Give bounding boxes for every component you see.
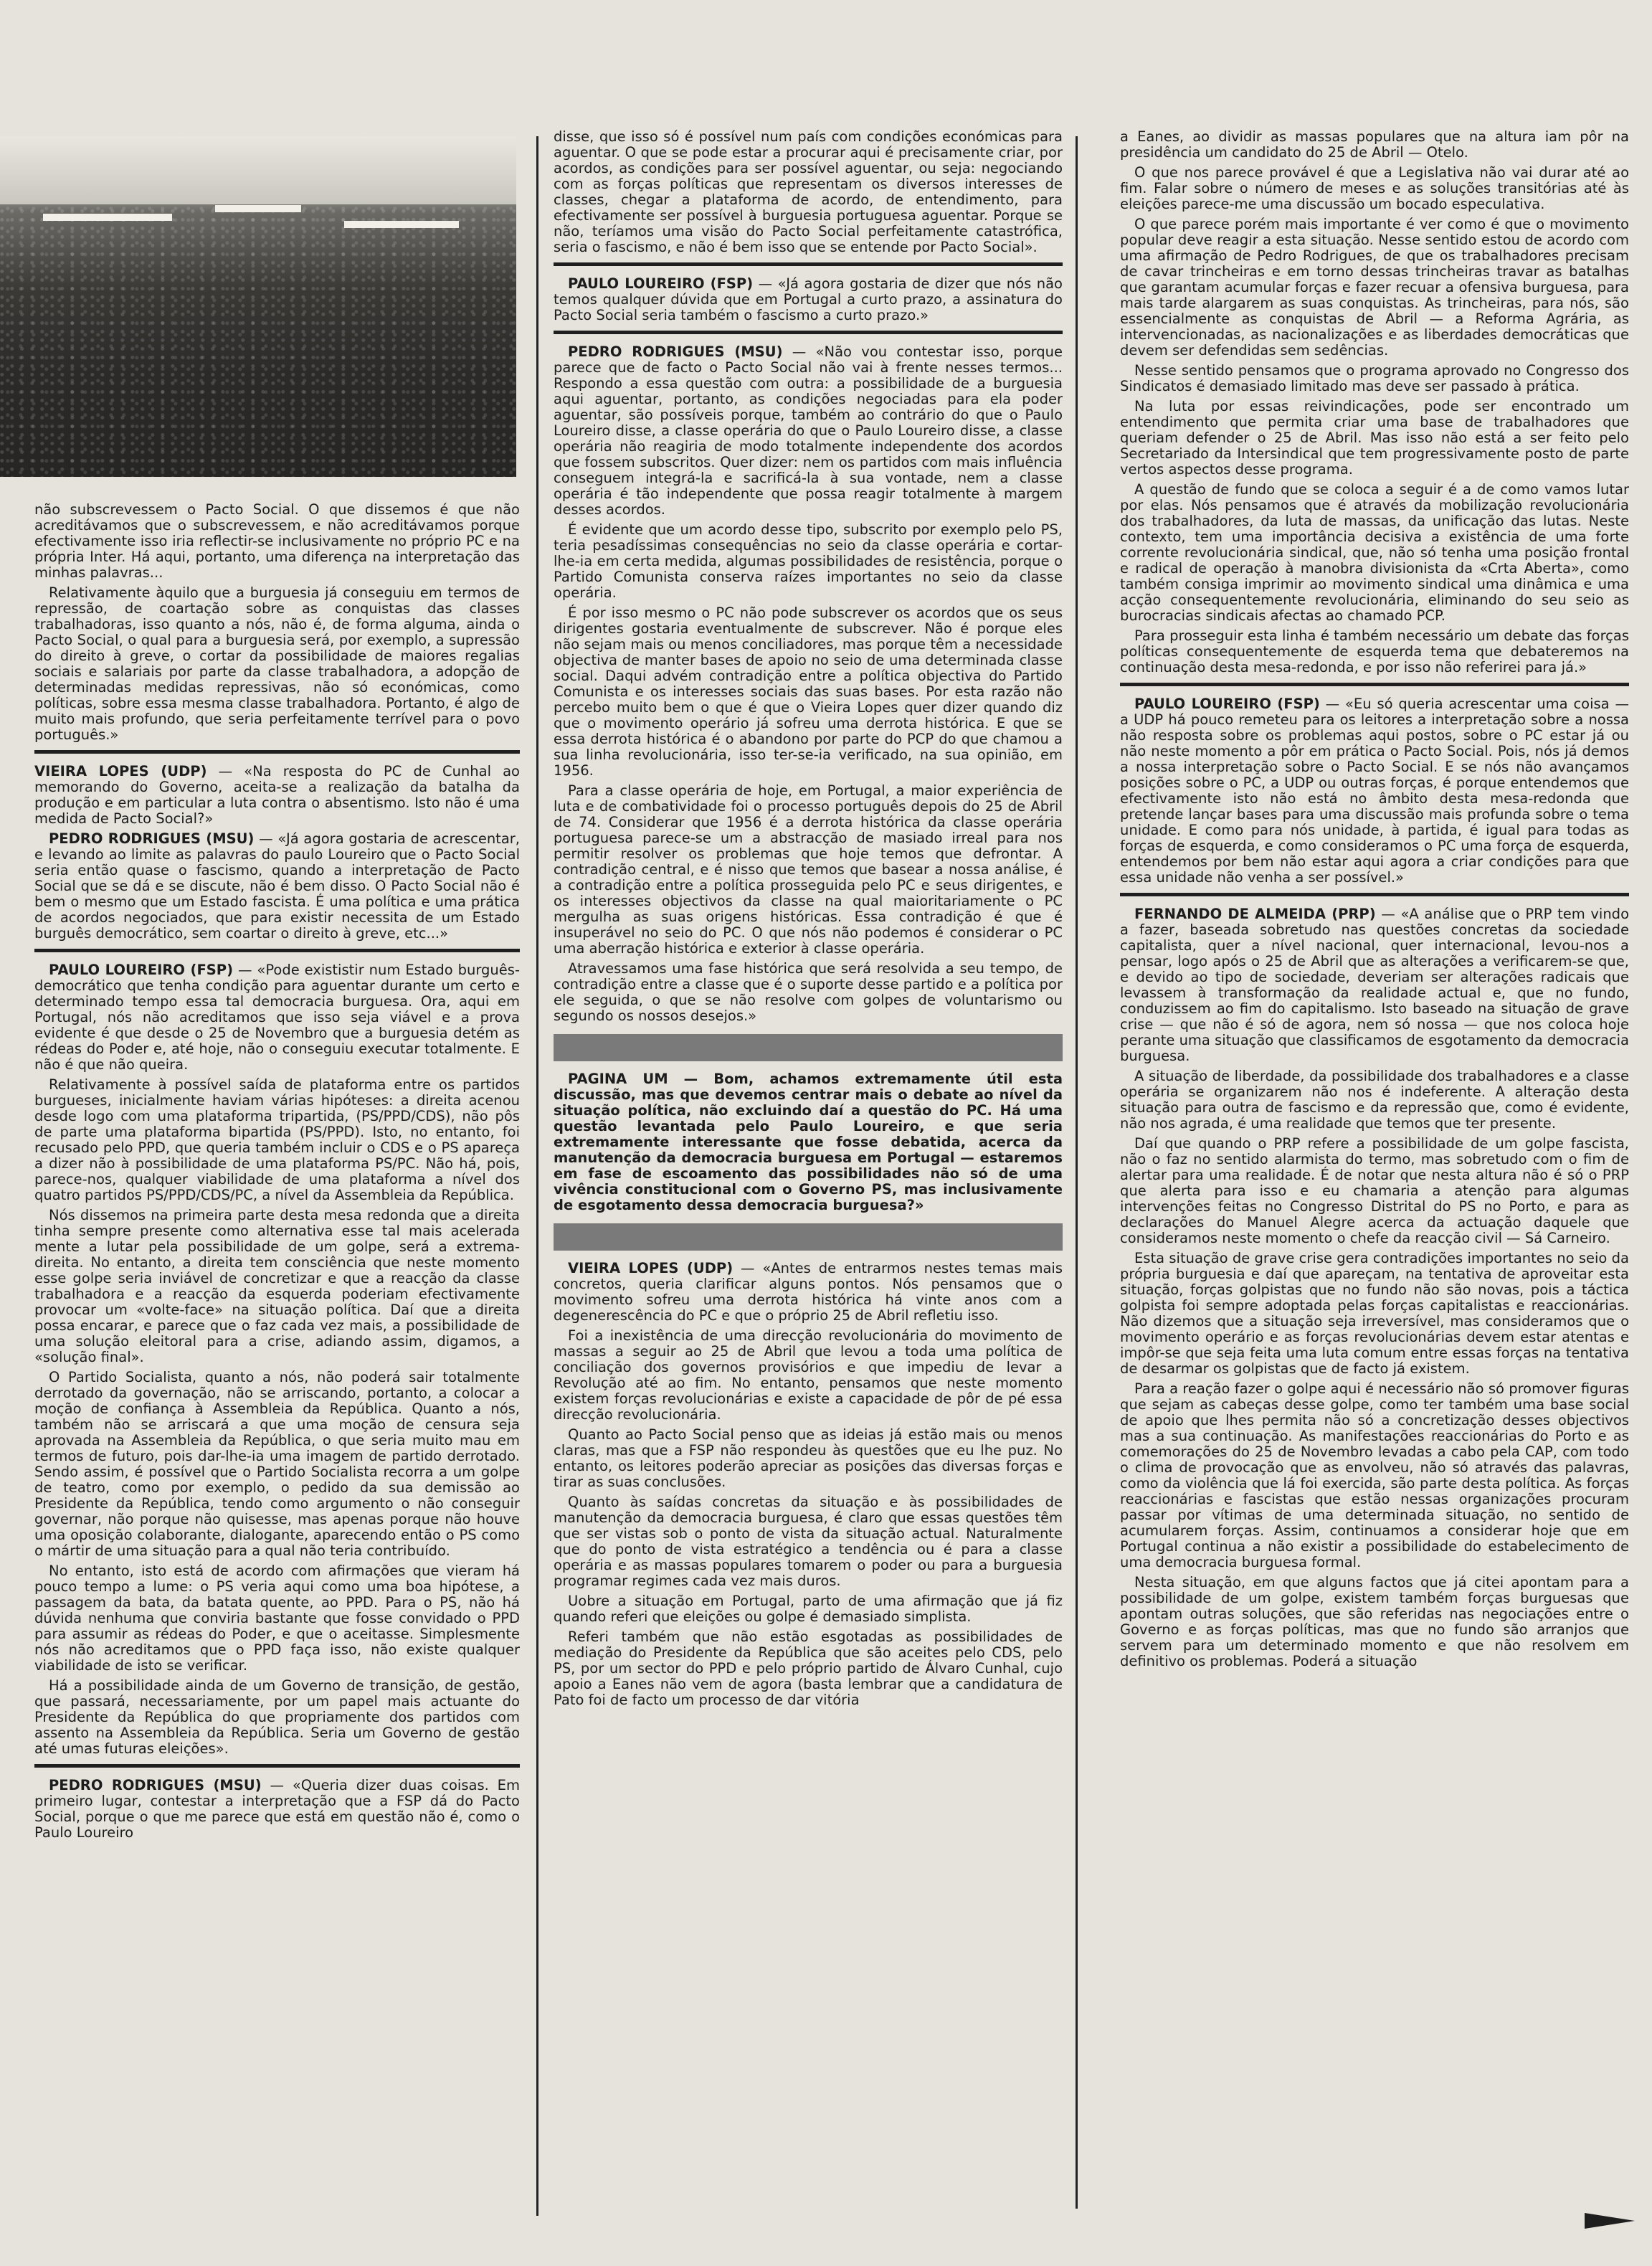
paragraph: É evidente que um acordo desse tipo, subscrito por exemplo pelo PS, teria pesadíssimas consequências no seio da classe operária e cortar-lhe-ia em certa medida, algumas possibilidades de resistência, porque o Partido Comunista conserva raízes importantes no seio da classe operária.: [554, 521, 1063, 601]
paragraph: A situação de liberdade, da possibilidade dos trabalhadores e a classe operária se organizarem não nos é indeferente. A alteração desta situação para outra de fascismo e da repressão que, como é evidente, não nos agrada, é uma realidade que temos que ter presente.: [1120, 1068, 1629, 1132]
paragraph: não subscrevessem o Pacto Social. O que dissemos é que não acreditávamos que o subscrevessem, e não acreditávamos porque efectivamente isso iria reflectir-se inclusivamente no próprio PC e na própria Inter. Há aqui, portanto, uma diferença na interpretação das minhas palavras...: [34, 501, 520, 581]
paragraph: Nesta situação, em que alguns factos que já citei apontam para a possibilidade de um golpe, existem também forças burguesas que apontam outras soluções, que são referidas nas negociações entre o Governo e as forças políticas, mas que no fundo são arranjos que servem para um determinado momento e que não resolvem em definitivo os problemas. Poderá a situação: [1120, 1574, 1629, 1669]
paragraph: O que nos parece provável é que a Legislativa não vai durar até ao fim. Falar sobre o número de meses e as soluções transitórias até às eleições parece-me uma discussão um bocado especulativa.: [1120, 164, 1629, 212]
speaker-text: — «Já agora gostaria de acrescentar, e levando ao limite as palavras do paulo Loureiro que o Pacto Social seria então quase o fascismo, quando a interpretação de Pacto Social que se dá e se discute, não é bem disso. O Pacto Social não é bem o mesmo que um Estado fascista. É uma política e uma prática de acordos negociados, que para existir necessita de um Estado burguês democrático, sem coartar o direito à greve, etc...»: [34, 830, 520, 942]
speaker-text: — «Não vou contestar isso, porque parece que de facto o Pacto Social não vai à frente nesses termos... Respondo a essa questão com outra: a possibilidade de a burguesia aqui aguentar, portanto, as condições negociadas para ela poder aguentar, são possíveis porque, também ao contrário do que o Paulo Loureiro disse, a classe operária do que o Paulo Loureiro disse, a classe operária não reagiria de modo totalmente independente dos acordos que fossem subscritos. Quer dizer: nem os partidos com mais influência conseguem integrá-la e sacrificá-la à sua vontade, nem a classe operária é tão independente que possa reagir totalmente à margem desses acordos.: [554, 343, 1063, 518]
paragraph: Foi a inexistência de uma direcção revolucionária do movimento de massas a seguir ao 25 de Abril que levou a toda uma política de conciliação dos governos provisórios e que impediu de levar a Revolução até ao fim. No entanto, pensamos que neste momento existem forças revolucionárias e existe a capacidade de pôr de pé essa direcção revolucionária.: [554, 1327, 1063, 1423]
paragraph: Referi também que não estão esgotadas as possibilidades de mediação do Presidente da República que são aceites pelo CDS, pelo PS, por um sector do PPD e pelo próprio partido de Álvaro Cunhal, cujo apoio a Eanes não vem de agora (basta lembrar que a candidatura de Pato foi de facto um processo de dar vitória: [554, 1629, 1063, 1708]
paragraph: A questão de fundo que se coloca a seguir é a de como vamos lutar por elas. Nós pensamos que é através da mobilização revolucionária dos trabalhadores, da luta de massas, da unificação das lutas. Neste contexto, tem uma importância decisiva a existência de uma forte corrente revolucionária sindical, que, não só tenha uma posição frontal e radical de operação à manobra divisionista da «Crta Aberta», como também consiga imprimir ao movimento sindical uma dinâmica e uma acção consequentemente revolucionária, eliminando do seu seio as burocracias sindicais afectas ao chamado PCP.: [1120, 481, 1629, 624]
speaker-paragraph: [554, 1261, 1063, 1324]
speaker-text: — «Antes de entrarmos nestes temas mais concretos, queria clarificar alguns pontos. Nós pensamos que o movimento sofreu uma derrota histórica há vinte anos com a degenerescência do PC e que o próprio 25 de Abril refletiu isso.: [554, 1260, 1063, 1324]
section-rule: [34, 949, 520, 952]
section-rule: [34, 750, 520, 754]
paragraph: Nesse sentido pensamos que o programa aprovado no Congresso dos Sindicatos é demasiado limitado mas deve ser passado à prática.: [1120, 362, 1629, 394]
speaker-name: PAULO LOUREIRO (FSP): [49, 962, 234, 978]
column-3: [1120, 129, 1629, 1674]
section-rule: [1120, 893, 1629, 896]
speaker-name: FERNANDO DE ALMEIDA (PRP): [1134, 906, 1376, 922]
speaker-text: — «Eu só queria acrescentar uma coisa — a UDP há pouco remeteu para os leitores a interpretação sobre a nossa não resposta sobre os problemas aqui postos, sobre o PC estar já ou não neste momento a pôr em prática o Pacto Social. Pois, nós já demos a nossa interpretação sobre o Pacto Social. E se nós não avançamos posições sobre o PC, a UDP ou outras forças, é porque entendemos que efectivamente isto não está no âmbito desta mesa-redonda que pretende lançar bases para uma discussão mais profunda sobre o tema unidade. E como para nós unidade, à partida, é igual para todas as forças de esquerda, e como consideramos o PC uma força de esquerda, entendemos por bem não estar aqui agora a criar condições para que essa unidade não venha a ser possível.»: [1120, 696, 1629, 886]
speaker-paragraph: [34, 831, 520, 942]
paragraph: Daí que quando o PRP refere a possibilidade de um golpe fascista, não o faz no sentido alarmista do termo, mas sobretudo com o fim de alertar para uma realidade. É de notar que nesta altura não é só o PRP que alerta para isso e eu chamaria a atenção para algumas intervenções feitas no Congresso Distrital do PS no Porto, e para as declarações do Manuel Alegre acerca da actuação daquele que consideramos neste momento o chefe da reacção civil — Sá Carneiro.: [1120, 1135, 1629, 1246]
section-rule: [554, 331, 1063, 334]
photo-banner: [215, 205, 301, 212]
speaker-name: PEDRO RODRIGUES (MSU): [568, 343, 783, 360]
paragraph: Relativamente àquilo que a burguesia já conseguiu em termos de repressão, de coartação sobre as conquistas das classes trabalhadoras, isso quanto a nós, não é, de forma alguma, ainda o Pacto Social, o qual para a burguesia será, por exemplo, a supressão do direito à greve, o cortar da possibilidade de maiores regalias sociais e salariais por parte da classe trabalhadora, a adopção de determinadas medidas repressivas, não só económicas, como políticas, sobre essa mesma classe trabalhadora. Portanto, é algo de muito mais profundo, que seria perfeitamente terrível para o povo português.»: [34, 584, 520, 743]
paragraph: Atravessamos uma fase histórica que será resolvida a seu tempo, de contradição entre a classe que é o suporte desse partido e a política por ele seguida, o que se não resolve com golpes de voluntarismo ou segundo os nossos desejos.»: [554, 960, 1063, 1024]
paragraph: O Partido Socialista, quanto a nós, não poderá sair totalmente derrotado da governação, não se arriscando, portanto, a colocar a moção de confiança à Assembleia da República. Quanto a nós, também não se arriscará a que uma moção de censura seja aprovada na Assembleia da República, o que seria muito mau em termos de futuro, pois dar-lhe-ia uma imagem de partido derrotado. Sendo assim, é possível que o Partido Socialista recorra a um golpe de teatro, como por exemplo, o pedido da sua demissão ao Presidente da República, tendo como argumento o não conseguir governar, não porque não quisesse, mas apenas porque não houve uma oposição colaborante, dialogante, aparecendo então o PS como o mártir de uma situação para a qual não teria contribuído.: [34, 1369, 520, 1559]
paragraph: Para prosseguir esta linha é também necessário um debate das forças políticas consequentemente de esquerda tema que debateremos na continuação desta mesa-redonda, e por isso não referirei para já.»: [1120, 627, 1629, 675]
speaker-text: — «Na resposta do PC de Cunhal ao memorando do Governo, aceita-se a realização da batalha da produção e em particular a luta contra o absentismo. Isto não é uma medida de Pacto Social?»: [34, 763, 520, 827]
paragraph: Esta situação de grave crise gera contradições importantes no seio da própria burguesia e daí que apareçam, na tentativa de aproveitar esta situação, forças golpistas que no fundo não são novas, pois a táctica golpista foi sempre adoptada pelas forças capitalistas e reaccionárias. Não dizemos que a situação seja irreversível, mas consideramos que o movimento operário e as forças revolucionárias devem estar atentas e impôr-se que seja feita uma luta comum entre essas forças na tentativa de desarmar os golpistas que de facto já existem.: [1120, 1250, 1629, 1377]
paragraph: Quanto ao Pacto Social penso que as ideias já estão mais ou menos claras, mas que a FSP não respondeu às questões que eu lhe puz. No entanto, os leitores poderão apreciar as posições das diversas forças e tirar as suas conclusões.: [554, 1426, 1063, 1490]
section-rule: [1120, 683, 1629, 686]
speaker-text: — Bom, achamos extremamente útil esta discussão, mas que devemos centrar mais o debate ao nível da situação política, não excluindo daí a questão do PC. Há uma questão levantada pelo Paulo Loureiro, e que seria extremamente interessante que fosse debatida, acerca da manutenção da democracia burguesa em Portugal — estaremos em fase de escoamento das possibilidades não só de uma vivência constitucional com o Governo PS, mas inclusivamente de esgotamento dessa democracia burguesa?»: [554, 1071, 1063, 1213]
highlight-bar: [554, 1223, 1063, 1251]
speaker-paragraph: [34, 962, 520, 1073]
speaker-paragraph: [34, 1778, 520, 1841]
column-separator: [1076, 136, 1078, 2209]
paragraph: Uobre a situação em Portugal, parto de uma afirmação que já fiz quando referi que eleições ou golpe é demasiado simplista.: [554, 1593, 1063, 1625]
paragraph: É por isso mesmo o PC não pode subscrever os acordos que os seus dirigentes gostaria eventualmente de subscrever. Não é porque eles não sejam mais ou menos conciliadores, mas porque têm a necessidade objectiva de manter bases de apoio no seio de uma determinada classe social. Daqui advém contradição entre a política objectiva do Partido Comunista e os interesses sociais das suas bases. Por esta razão não percebo muito bem o que é que o Vieira Lopes quer dizer quando diz que o movimento operário já sofreu uma derrota histórica. E que se essa derrota histórica é o abandono por parte do PCP do que chamou a sua linha revolucionária, isso ter-se-ia verificado, na sua opinião, em 1956.: [554, 605, 1063, 779]
speaker-name: PEDRO RODRIGUES (MSU): [49, 1777, 262, 1793]
paragraph: O que parece porém mais importante é ver como é que o movimento popular deve reagir a esta situação. Nesse sentido estou de acordo com uma afirmação de Pedro Rodrigues, de que os trabalhadores precisam de cavar trincheiras e em torno dessas trincheiras travar as batalhas que garantam acumular forças e fazer recuar a ofensiva burguesa, para mais tarde alargarem as suas conquistas. As trincheiras, para nós, são essencialmente as conquistas de Abril — a Reforma Agrária, as intervencionadas, as nacionalizações e as liberdades democráticas que devem ser defendidas sem sedências.: [1120, 216, 1629, 359]
paragraph: Na luta por essas reivindicações, pode ser encontrado um entendimento que permita criar uma base de trabalhadores que queriam defender o 25 de Abril. Mas isso não está a ser feito pelo Secretariado da Intersindical que tem progressivamente posto de parte vertos aspectos desse programa.: [1120, 398, 1629, 478]
column-1: [0, 502, 520, 1845]
photo-banner: [344, 221, 459, 228]
speaker-name: VIEIRA LOPES (UDP): [568, 1260, 734, 1276]
paragraph: a Eanes, ao dividir as massas populares que na altura iam pôr na presidência um candidato do 25 de Abril — Otelo.: [1120, 128, 1629, 161]
speaker-name: VIEIRA LOPES (UDP): [34, 763, 207, 779]
speaker-text: — «Já agora gostaria de dizer que nós não temos qualquer dúvida que em Portugal a curto prazo, a assinatura do Pacto Social seria também o fascismo a curto prazo.»: [554, 275, 1063, 323]
speaker-paragraph: [554, 344, 1063, 518]
photo-banner: [43, 214, 172, 221]
speaker-text: — «Queria dizer duas coisas. Em primeiro lugar, contestar a interpretação que a FSP dá do Pacto Social, porque o que me parece que está em questão não é, como o Paulo Loureiro: [34, 1777, 520, 1841]
photo-sky: [0, 136, 516, 204]
speaker-paragraph: [1120, 906, 1629, 1064]
speaker-paragraph: [34, 764, 520, 827]
continue-arrow-icon: [1585, 2209, 1635, 2233]
speaker-name: PAGINA UM: [568, 1071, 668, 1087]
section-rule: [34, 1764, 520, 1768]
section-rule: [554, 262, 1063, 266]
speaker-paragraph: [1120, 696, 1629, 886]
speaker-text: — «Pode exististir num Estado burguês-democrático que tenha condição para aguentar durante um certo e determinado tempo essa tal democracia burguesa. Ora, aqui em Portugal, nós não acreditamos que isso seja viável e a prova evidente é que desde o 25 de Novembro que a burguesia detém as rédeas do Poder e, até hoje, não o conseguiu executar totalmente. E não é que não queira.: [34, 962, 520, 1073]
column-2: [554, 129, 1063, 1712]
speaker-paragraph: [554, 276, 1063, 323]
paragraph: Relativamente à possível saída de plataforma entre os partidos burgueses, inicialmente haviam várias hipóteses: a direita acenou desde logo com uma plataforma tripartida, (PS/PPD/CDS), não pôs de parte uma plataforma bipartida (PS/PPD). Isto, no entanto, foi recusado pelo PPD, que queria também incluir o CDS e o PS apareça a dizer não à possibilidade de uma plataforma PS/PC. Não há, pois, parece-nos, qualquer viabilidade de uma plataforma a nível dos quatro partidos PS/PPD/CDS/PC, a nível da Assembleia da República.: [34, 1076, 520, 1203]
speaker-text: — «A análise que o PRP tem vindo a fazer, baseada sobretudo nas questões concretas da sociedade capitalista, quer a nível nacional, quer internacional, levou-nos a pensar, logo após o 25 de Abril que as alterações a verificarem-se que, e devido ao tipo de sociedade, deveriam ser alterações radicais que levassem à transformação da realidade actual e, que no fundo, conduzissem ao fim do capitalismo. Isto baseado na situação de grave crise — que não é só de agora, nem só nossa — que nos coloca hoje perante uma situação que classificamos de esgotamento da democracia burguesa.: [1120, 906, 1629, 1064]
speaker-name: PAULO LOUREIRO (FSP): [568, 275, 754, 292]
paragraph: Para a reação fazer o golpe aqui é necessário não só promover figuras que sejam as cabeças desse golpe, como ter também uma base social de apoio que lhes permita não só a concretização desses objectivos mas a sua continuação. As manifestações reaccionárias do Porto e as comemorações do 25 de Novembro levadas a cabo pela CAP, com todo o clima de provocação que as envolveu, não só através das palavras, como da violência que lá foi exercida, são parte desta política. As forças reaccionárias e fascistas que estão nessas organizações procuram passar por vítimas de uma determinada situação, no sentido de acumularem forças. Assim, continuamos a considerar hoje que em Portugal continua a não existir a possibilidade do estabelecimento de uma democracia burguesa formal.: [1120, 1380, 1629, 1570]
paragraph: Para a classe operária de hoje, em Portugal, a maior experiência de luta e de combatividade foi o processo português depois do 25 de Abril de 74. Considerar que 1956 é a derrota histórica da classe operária portuguesa parece-se um a abstracção de masiado irreal para nos permitir resolver os problemas que hoje temos que defrontar. A contradição central, e é nisso que temos que basear a nossa análise, é a contradição entre a política prosseguida pelo PC e seus dirigentes, e os interesses objectivos da classe na qual maioritariamente o PC mergulha as suas origens históricas. Essa contradição é que é insuperável no seio do PC. O que nós não podemos é considerar o PC uma aberração histórica e exterior à classe operária.: [554, 782, 1063, 957]
speaker-name: PEDRO RODRIGUES (MSU): [49, 830, 255, 847]
crowd-photo: [0, 136, 516, 477]
paragraph: No entanto, isto está de acordo com afirmações que vieram há pouco tempo a lume: o PS veria aqui como uma boa hipótese, a passagem da bata, da batata quente, ao PPD. Para o PS, não há dúvida nenhuma que conviria bastante que fosse convidado o PPD para assumir as rédeas do Poder, e que o aceitasse. Simplesmente nós não acreditamos que o PPD faça isso, não existe qualquer viabilidade de isto se verificar.: [34, 1563, 520, 1674]
pagina-um-question: [554, 1071, 1063, 1213]
paragraph: Nós dissemos na primeira parte desta mesa redonda que a direita tinha sempre presente como alternativa esse tal mais acelerada mente a lutar pela possibilidade de um golpe, será a extrema-direita. No entanto, a direita tem consciência que neste momento esse golpe seria inviável de concretizar e que a reacção da classe trabalhadora e a reacção da esquerda poderiam efectivamente provocar um «volte-face» na situação política. Daí que a direita possa encarar, e parece que o faz cada vez mais, a possibilidade de uma solução eleitoral para a crise, adiando assim, digamos, a «solução final».: [34, 1207, 520, 1365]
speaker-name: PAULO LOUREIRO (FSP): [1134, 696, 1320, 712]
paragraph: Há a possibilidade ainda de um Governo de transição, de gestão, que passará, necessariamente, por um papel mais actuante do Presidente da República do que propriamente dos partidos com assento na Assembleia da República. Seria um Governo de gestão até umas futuras eleições».: [34, 1677, 520, 1757]
paragraph: Quanto às saídas concretas da situação e às possibilidades de manutenção da democracia burguesa, é claro que essas questões têm que ser vistas sob o ponto de vista da situação actual. Naturalmente que do ponto de vista estratégico a tendência ou é para a classe operária e as massas populares tomarem o poder ou para a burguesia programar regimes cada vez mais duros.: [554, 1494, 1063, 1589]
highlight-bar: [554, 1034, 1063, 1061]
column-separator: [536, 136, 538, 2216]
paragraph: disse, que isso só é possível num país com condições económicas para aguentar. O que se pode estar a procurar aqui é precisamente criar, por acordos, as condições para ser possível aguentar, ou seja: negociando com as forças políticas que representam os diversos interesses de classes, chegar a plataforma de acordo, de entendimento, para efectivamente ser possível à burguesia portuguesa aguentar. Porque se não, teríamos uma visão do Pacto Social perfeitamente catastrófica, seria o fascismo, e não é bem isso que se entende por Pacto Social».: [554, 128, 1063, 255]
